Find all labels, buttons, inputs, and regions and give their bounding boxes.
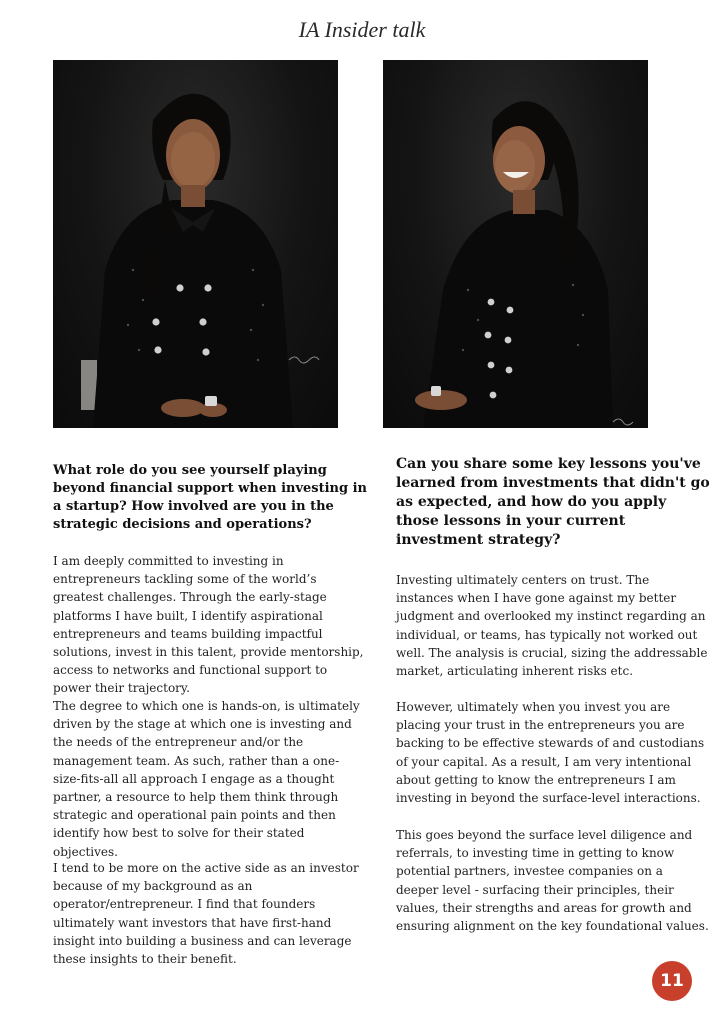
right-question-heading: Can you share some key lessons you've learned from investments that didn't go as expected, and how do you apply those lessons in your current investment strategy? [396,456,710,548]
left-paragraph-1: I am deeply committed to investing in entrepreneurs tackling some of the world’s greatest challenges. Through the early-stage platforms I have built, I identify aspirational entrepreneurs and teams building impactful solutions, invest in this talent, provide mentorship, access to networks and functional support to power their trajectory. [53,554,364,696]
right-paragraph-2: However, ultimately when you invest you are placing your trust in the entrepreneurs you are backing to be effective stewards of and custodians of your capital. As a result, I am very intentional about getting to know the entrepreneurs I am investing in beyond the surface-level interactions. [396,700,705,806]
portrait-illustration-icon [53,60,338,428]
page-header-title: IA Insider talk [298,17,426,42]
left-question-heading: What role do you see yourself playing beyond financial support when investing in a startup? How involved are you in the strategic decisions and operations? [53,463,367,532]
portrait-illustration-icon [383,60,648,428]
right-paragraph-3: This goes beyond the surface level diligence and referrals, to investing time in getting to know potential partners, investee companies on a deeper level - surfacing their principles, their values, their strengths and areas for growth and ensuring alignment on the key foundational values. [396,828,709,934]
left-paragraph-3: I tend to be more on the active side as an investor because of my background as an operator/entrepreneur. I find that founders ultimately want investors that have first-hand insight into building a business and can leverage these insights to their benefit. [53,861,359,967]
portrait-photo-left [53,60,338,428]
left-paragraph-2: The degree to which one is hands-on, is ultimately driven by the stage at which one is investing and the needs of the entrepreneur and/or the management team. As such, rather than a one-size-fits-all all approach I engage as a thought partner, a resource to help them think through strategic and operational pain points and then identify how best to solve for their stated objectives. [53,699,360,859]
portrait-photo-right [383,60,648,428]
right-paragraph-1: Investing ultimately centers on trust. The instances when I have gone against my better judgment and overlooked my instinct regarding an individual, or teams, has typically not worked out well. The analysis is crucial, sizing the addressable market, articulating inherent risks etc. [396,573,708,679]
page-number-badge: 11 [652,961,692,1001]
